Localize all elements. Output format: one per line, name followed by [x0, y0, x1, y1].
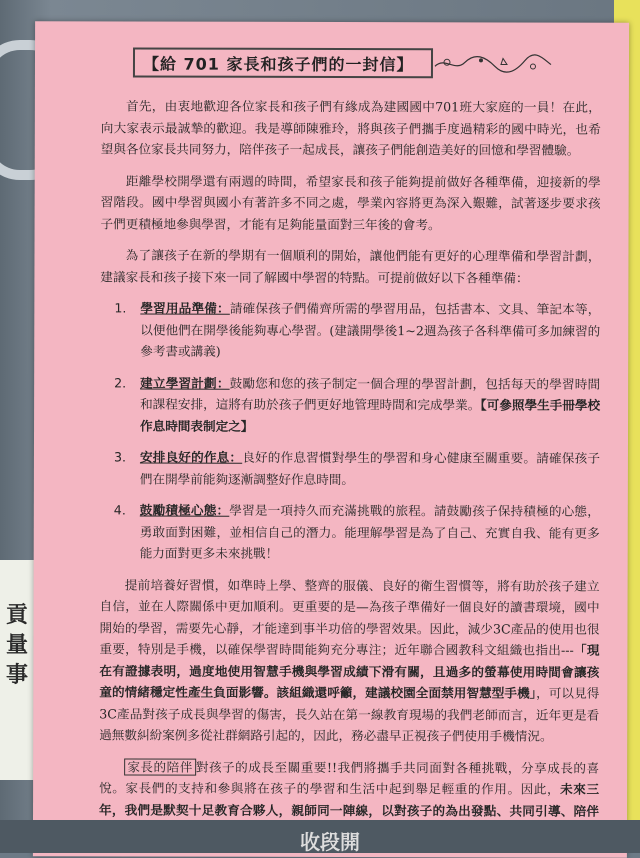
list-item-text: 學習是一項持久而充滿挑戰的旅程。請鼓勵孩子保持積極的心態，勇敢面對困難，並相信自己的潛力。能理解學習是為了自己、充實自我、能有更多能力面對更多未來挑戰！	[139, 502, 600, 561]
list-item-heading: 安排良好的作息：	[139, 449, 243, 465]
list-item: 4. 鼓勵積極心態：學習是一項持久而充滿挑戰的旅程。請鼓勵孩子保持積極的心態，勇敢面對困難，並相信自己的潛力。能理解學習是為了自己、充實自我、能有更多能力面對更多未來挑戰！	[113, 502, 600, 561]
letter-title: 【給 701 家長和孩子們的一封信】	[133, 47, 433, 78]
list-item-heading: 學習用品準備：	[140, 300, 230, 316]
paragraph-welcome: 首先，由衷地歡迎各位家長和孩子們有緣成為建國國中701班大家庭的一員！在此，向大家表示最誠摯的歡迎。我是導師陳雅玲，將與孩子們攜手度過精彩的國中時光，也希望與各位家長共同努力，陪伴孩子一起成長，讓孩子們能創造美好的回憶和學習體驗。	[100, 98, 601, 158]
list-item-text: 鼓勵您和您的孩子制定一個合理的學習計劃，包括每天的學習時間和課程安排，這將有助於孩子們更好地管理時間和完成學業。	[140, 375, 601, 413]
paragraph-preparation: 距離學校開學還有兩週的時間，希望家長和孩子能夠提前做好各種準備，迎接新的學習階段。國中學習與國小有著許多不同之處，學業內容將更為深入艱難，試著逐步要求孩子們更積極地參與學習，才能有足夠能量面對三年後的會考。	[100, 172, 601, 232]
list-item-note: 【可參照學生手冊學校作息時間表制定之】	[140, 397, 601, 434]
list-item-heading: 鼓勵積極心態：	[139, 502, 230, 518]
list-item: 3. 安排良好的作息：良好的作息習慣對學生的學習和身心健康至關重要。請確保孩子們在開學前能夠逐漸調整好作息時間。	[113, 449, 600, 487]
list-item-heading: 建立學習計劃：	[140, 375, 230, 391]
paragraph-partnership: 家長的陪伴 對孩子的成長至關重要!!我們將攜手共同面對各種挑戰，分享成長的喜悅。家長們的支持和參與將在孩子的學習和生活中起到舉足輕重的作用。因此，未來三年，我們是默契十足教育合夥人，親師同一陣線，以對孩子的為出發點、共同引導、陪伴孩子成長茁壯。我們的親師默契如下：	[99, 756, 599, 843]
list-item: 2. 建立學習計劃：鼓勵您和您的孩子制定一個合理的學習計劃，包括每天的學習時間和課程安排，這將有助於孩子們更好地管理時間和完成學業。【可參照學生手冊學校作息時間表制定之】	[114, 374, 601, 434]
list-item: 1. 學習用品準備：請確保孩子們備齊所需的學習用品，包括書本、文具、筆記本等，以便他們在開學後能夠專心學習。(建議開學後1~2週為孩子各科準備可多加練習的參考書或講義)	[114, 300, 601, 359]
paragraph-habits: 提前培養好習慣，如準時上學、整齊的服儀、良好的衛生習慣等，將有助於孩子建立自信，並在人際關係中更加順利。更重要的是—為孩子準備好一個良好的讀書環境，國中開始的學習，需要先心靜，才能達到事半功倍的學習效果。因此，減少3C產品的使用也很重要，特別是手機，以確保學習時間能夠充分專注；近年聯合國教科文組織也指出---「現在有證據表明，過度地使用智慧手機與學習成績下滑有關，且過多的螢幕使用時間會讓孩童的情緒穩定性產生負面影響。該組織還呼籲，建議校園全面禁用智慧型手機」，可以見得3C產品對孩子成長與學習的傷害，長久站在第一線教育現場的我們老師而言，近年更是看過無數糾紛案例多從社群網路引起的，因此，務必盡早正視孩子們使用手機情況。	[99, 576, 600, 744]
under-sheet-text: 貢量事	[6, 602, 29, 688]
list-item-text: 請確保孩子們備齊所需的學習用品，包括書本、文具、筆記本等，以便他們在開學後能夠專心學習。(建議開學後1~2週為孩子各科準備可多加練習的參考書或講義)	[140, 300, 601, 359]
preparation-list	[100, 297, 601, 565]
letter-paper	[33, 21, 629, 858]
list-item-text: 良好的作息習慣對學生的學習和身心健康至關重要。請確保孩子們在開學前能夠逐漸調整好作息時間。	[139, 449, 600, 487]
unesco-quote: 「現在有證據表明，過度地使用智慧手機與學習成績下滑有關，且過多的螢幕使用時間會讓孩童的情緒穩定性產生負面影響。該組織還呼籲，建議校園全面禁用智慧型手機」	[99, 642, 600, 701]
paragraph-suggestions: 為了讓孩子在新的學期有一個順利的開始，讓他們能有更好的心理準備和學習計劃，建議家長和孩子接下來一同了解國中學習的特點。可提前做好以下各種準備：	[100, 247, 601, 286]
letter-body	[99, 95, 601, 853]
boxed-phrase: 家長的陪伴	[124, 758, 196, 775]
decorative-flourish-icon	[433, 52, 553, 76]
partnership-statement: 未來三年，我們是默契十足教育合夥人，親師同一陣線，以對孩子的為出發點、共同引導、陪伴孩子成長茁壯。我們的親師默契如下：	[99, 781, 600, 819]
bottom-partial-text: 收段開	[300, 830, 360, 854]
